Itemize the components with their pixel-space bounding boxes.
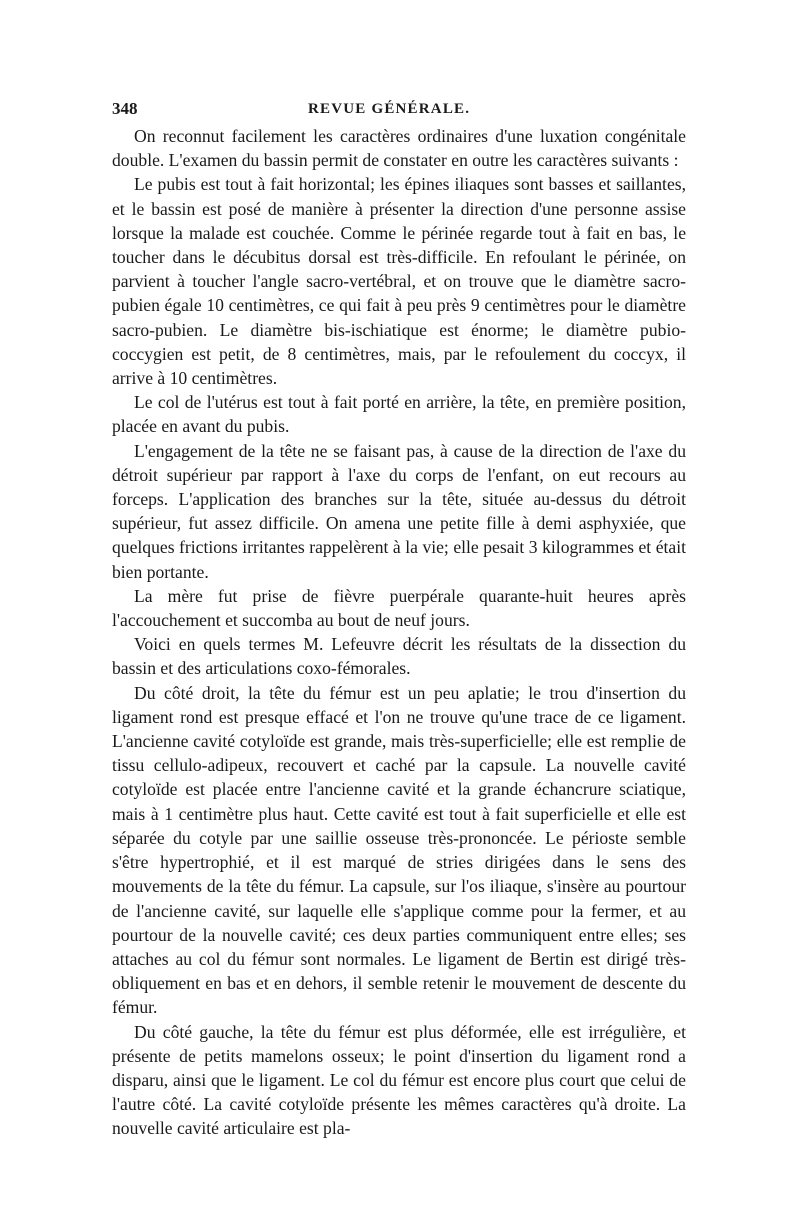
book-page [112, 96, 686, 1141]
paragraph-puerperal-fever: La mère fut prise de fièvre puerpérale quarante-huit heures après l'accouchement et succomba au bout de neuf jours. [112, 585, 686, 631]
paragraph-pelvis-description: Le pubis est tout à fait horizontal; les épines iliaques sont basses et saillantes, et le bassin est posé de manière à présenter la direction d'une personne assise lorsque la malade est couchée. Comme le périnée regarde tout à fait en bas, le toucher dans le décubitus dorsal est très-difficile. En refoulant le périnée, on parvient à toucher l'angle sacro-vertébral, et on trouve que le diamètre sacro-pubien égale 10 centimètres, ce qui fait à peu près 9 centimètres pour le diamètre sacro-pubien. Le diamètre bis-ischiatique est énorme; le diamètre pubio-coccygien est petit, de 8 centimètres, mais, par le refoulement du coccyx, il arrive à 10 centimètres. [112, 174, 686, 389]
paragraph-cervix-position: Le col de l'utérus est tout à fait porté en arrière, la tête, en première position, placée en avant du pubis. [112, 392, 686, 437]
page-header [112, 96, 686, 122]
paragraph-forceps-delivery: L'engagement de la tête ne se faisant pas, à cause de la direction de l'axe du détroit supérieur par rapport à l'axe du corps de l'enfant, on eut recours au forceps. L'application des branches sur la tête, située au-dessus du détroit supérieur, fut assez difficile. On amena une petite fille à demi asphyxiée, que quelques frictions irritantes rappelèrent à la vie; elle pesait 3 kilogrammes et était bien portante. [112, 440, 686, 582]
paragraph-left-side: Du côté gauche, la tête du fémur est plus déformée, elle est irrégulière, et présente de petits mamelons osseux; le point d'insertion du ligament rond a disparu, ainsi que le ligament. Le col du fémur est encore plus court que celui de l'autre côté. La cavité cotyloïde présente les mêmes caractères qu'à droite. La nouvelle cavité articulaire est pla- [112, 1021, 686, 1139]
running-head: REVUE GÉNÉRALE. [308, 101, 471, 117]
body-text [112, 124, 686, 1141]
paragraph-luxation-intro: On reconnut facilement les caractères ordinaires d'une luxation congénitale double. L'examen du bassin permit de constater en outre les caractères suivants : [112, 126, 686, 171]
paragraph-right-side: Du côté droit, la tête du fémur est un peu aplatie; le trou d'insertion du ligament rond est presque effacé et l'on ne trouve qu'une trace de ce ligament. L'ancienne cavité cotyloïde est grande, mais très-superficielle; elle est remplie de tissu cellulo-adipeux, recouvert et caché par la capsule. La nouvelle cavité cotyloïde est placée entre l'ancienne cavité et la grande échancrure sciatique, mais à 1 centimètre plus haut. Cette cavité est tout à fait superficielle et elle est séparée du cotyle par une saillie osseuse très-prononcée. Le périoste semble s'être hypertrophié, et il est marqué de stries dirigées dans le sens des mouvements de la tête du fémur. La capsule, sur l'os iliaque, s'insère au pourtour de l'ancienne cavité, sur laquelle elle s'applique comme pour la fermer, et au pourtour de la nouvelle cavité; ces deux parties communiquent entre elles; ses attaches au col du fémur sont normales. Le ligament de Bertin est dirigé très-obliquement en bas et en dehors, il semble retenir le mouvement de descente du fémur. [112, 682, 686, 1018]
page-number: 348 [112, 99, 138, 118]
paragraph-dissection-intro: Voici en quels termes M. Lefeuvre décrit les résultats de la dissection du bassin et des articulations coxo-fémorales. [112, 634, 686, 679]
